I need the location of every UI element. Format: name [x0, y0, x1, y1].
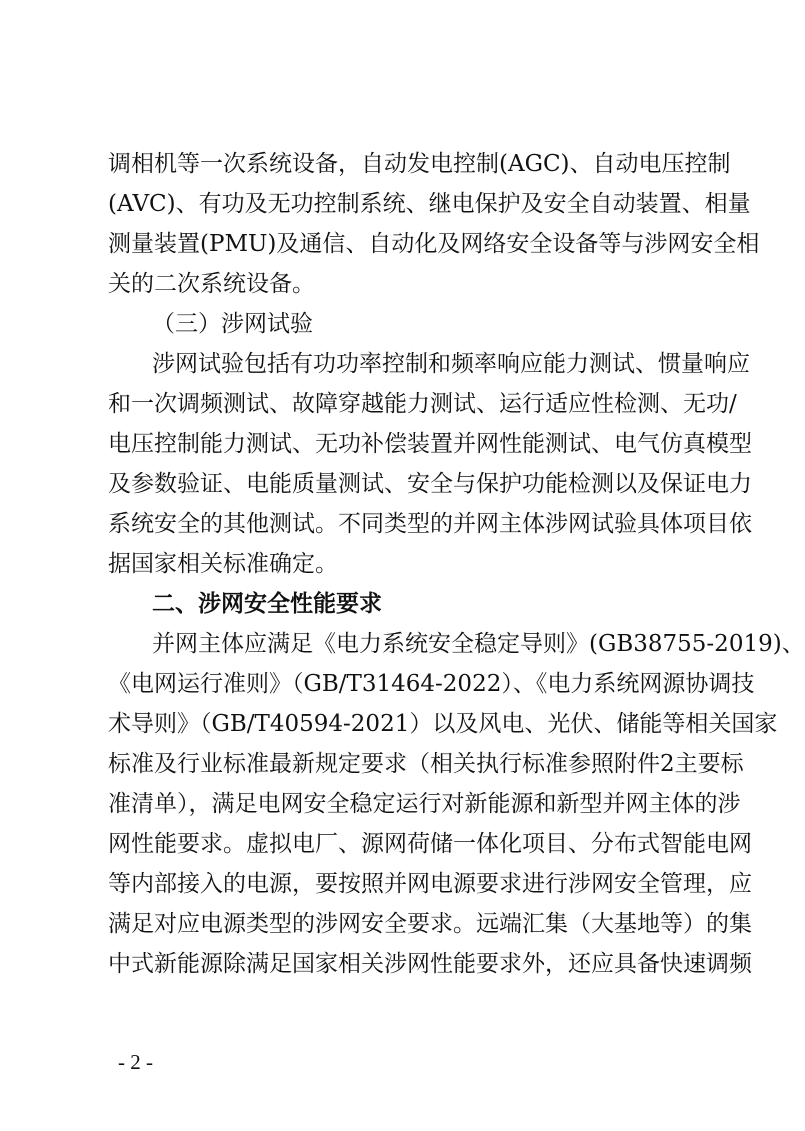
body-text-line: 满足对应电源类型的涉网安全要求。远端汇集（大基地等）的集: [108, 911, 752, 937]
body-text-line: 和一次调频测试、故障穿越能力测试、运行适应性检测、无功/: [108, 391, 737, 417]
body-text-line: 测量装置(PMU)及通信、自动化及网络安全设备等与涉网安全相: [108, 231, 760, 257]
body-text-line: 准清单），满足电网安全稳定运行对新能源和新型并网主体的涉: [108, 791, 741, 817]
body-text-line: 调相机等一次系统设备，自动发电控制(AGC)、自动电压控制: [108, 151, 731, 177]
body-text-line: 电压控制能力测试、无功补偿装置并网性能测试、电气仿真模型: [108, 431, 752, 457]
body-text-line: (AVC)、有功及无功控制系统、继电保护及安全自动装置、相量: [108, 191, 751, 217]
body-text-line: 关的二次系统设备。: [108, 271, 315, 297]
body-text-line: 网性能要求。虚拟电厂、源网荷储一体化项目、分布式智能电网: [108, 831, 752, 857]
body-text-line: 中式新能源除满足国家相关涉网性能要求外，还应具备快速调频: [108, 951, 752, 977]
body-text-line: 术导则》（GB/T40594-2021）以及风电、光伏、储能等相关国家: [108, 711, 778, 737]
body-text-line: 《电网运行准则》（GB/T31464-2022）、《电力系统网源协调技: [108, 671, 755, 697]
body-text-line: 系统安全的其他测试。不同类型的并网主体涉网试验具体项目依: [108, 511, 752, 537]
body-text-line: 等内部接入的电源，要按照并网电源要求进行涉网安全管理，应: [108, 871, 752, 897]
page-number: - 2 -: [118, 1050, 153, 1074]
body-text-line: 涉网试验包括有功功率控制和频率响应能力测试、惯量响应: [152, 351, 750, 377]
body-text-line: 及参数验证、电能质量测试、安全与保护功能检测以及保证电力: [108, 471, 752, 497]
body-text-line: 标准及行业标准最新规定要求（相关执行标准参照附件2主要标: [108, 751, 744, 777]
section-heading: 二、涉网安全性能要求: [152, 591, 382, 617]
body-text-line: 并网主体应满足《电力系统安全稳定导则》(GB38755-2019)、: [152, 631, 805, 657]
subsection-heading: （三）涉网试验: [152, 311, 313, 337]
body-text-line: 据国家相关标准确定。: [108, 551, 338, 577]
